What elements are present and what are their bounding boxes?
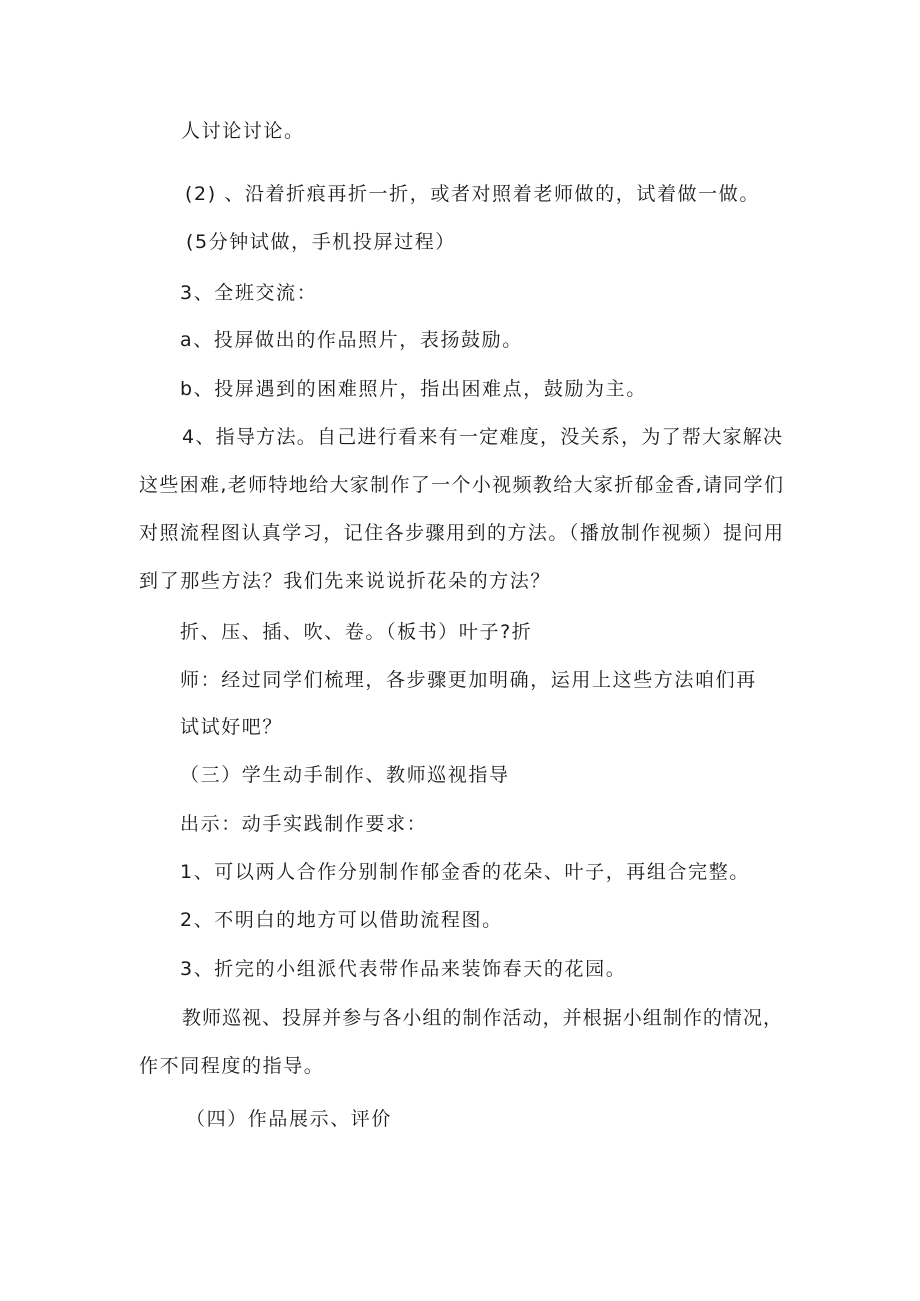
text-line: 1、可以两人合作分别制作郁金香的花朵、叶子，再组合完整。 — [180, 861, 750, 883]
text-line: 到了那些方法？我们先来说说折花朵的方法？ — [139, 570, 552, 592]
text-line: (5分钟试做，手机投屏过程） — [186, 231, 456, 253]
text-line: 3、全班交流： — [180, 282, 318, 304]
text-line: 这些困难,老师特地给大家制作了一个小视频教给大家折郁金香,请同学们 — [139, 474, 783, 496]
text-line: 作不同程度的指导。 — [139, 1055, 325, 1077]
text-line: 教师巡视、投屏并参与各小组的制作活动，并根据小组制作的情况， — [182, 1007, 782, 1029]
text-line: 2、不明白的地方可以借助流程图。 — [180, 909, 503, 931]
text-line: 试试好吧？ — [180, 716, 284, 738]
text-line: 师：经过同学们梳理，各步骤更加明确，运用上这些方法咱们再 — [180, 669, 757, 691]
text-line: 人讨论讨论。 — [181, 120, 305, 142]
text-line: 对照流程图认真学习，记住各步骤用到的方法。（播放制作视频）提问用 — [139, 522, 783, 544]
text-line: b、投屏遇到的困难照片，指出困难点，鼓励为主。 — [180, 378, 647, 400]
text-line: 4、指导方法。自己进行看来有一定难度，没关系，为了帮大家解决 — [182, 426, 782, 448]
text-line: a、投屏做出的作品照片，表扬鼓励。 — [180, 329, 523, 351]
section-heading: （三）学生动手制作、教师巡视指导 — [180, 764, 510, 786]
section-heading: （四）作品展示、评价 — [186, 1108, 393, 1130]
text-line: 折、压、插、吹、卷。（板书）叶子?折 — [180, 621, 533, 643]
text-line: 出示：动手实践制作要求： — [180, 813, 428, 835]
text-line: 3、折完的小组派代表带作品来装饰春天的花园。 — [180, 958, 627, 980]
text-line: (2) 、沿着折痕再折一折，或者对照着老师做的，试着做一做。 — [185, 183, 760, 205]
